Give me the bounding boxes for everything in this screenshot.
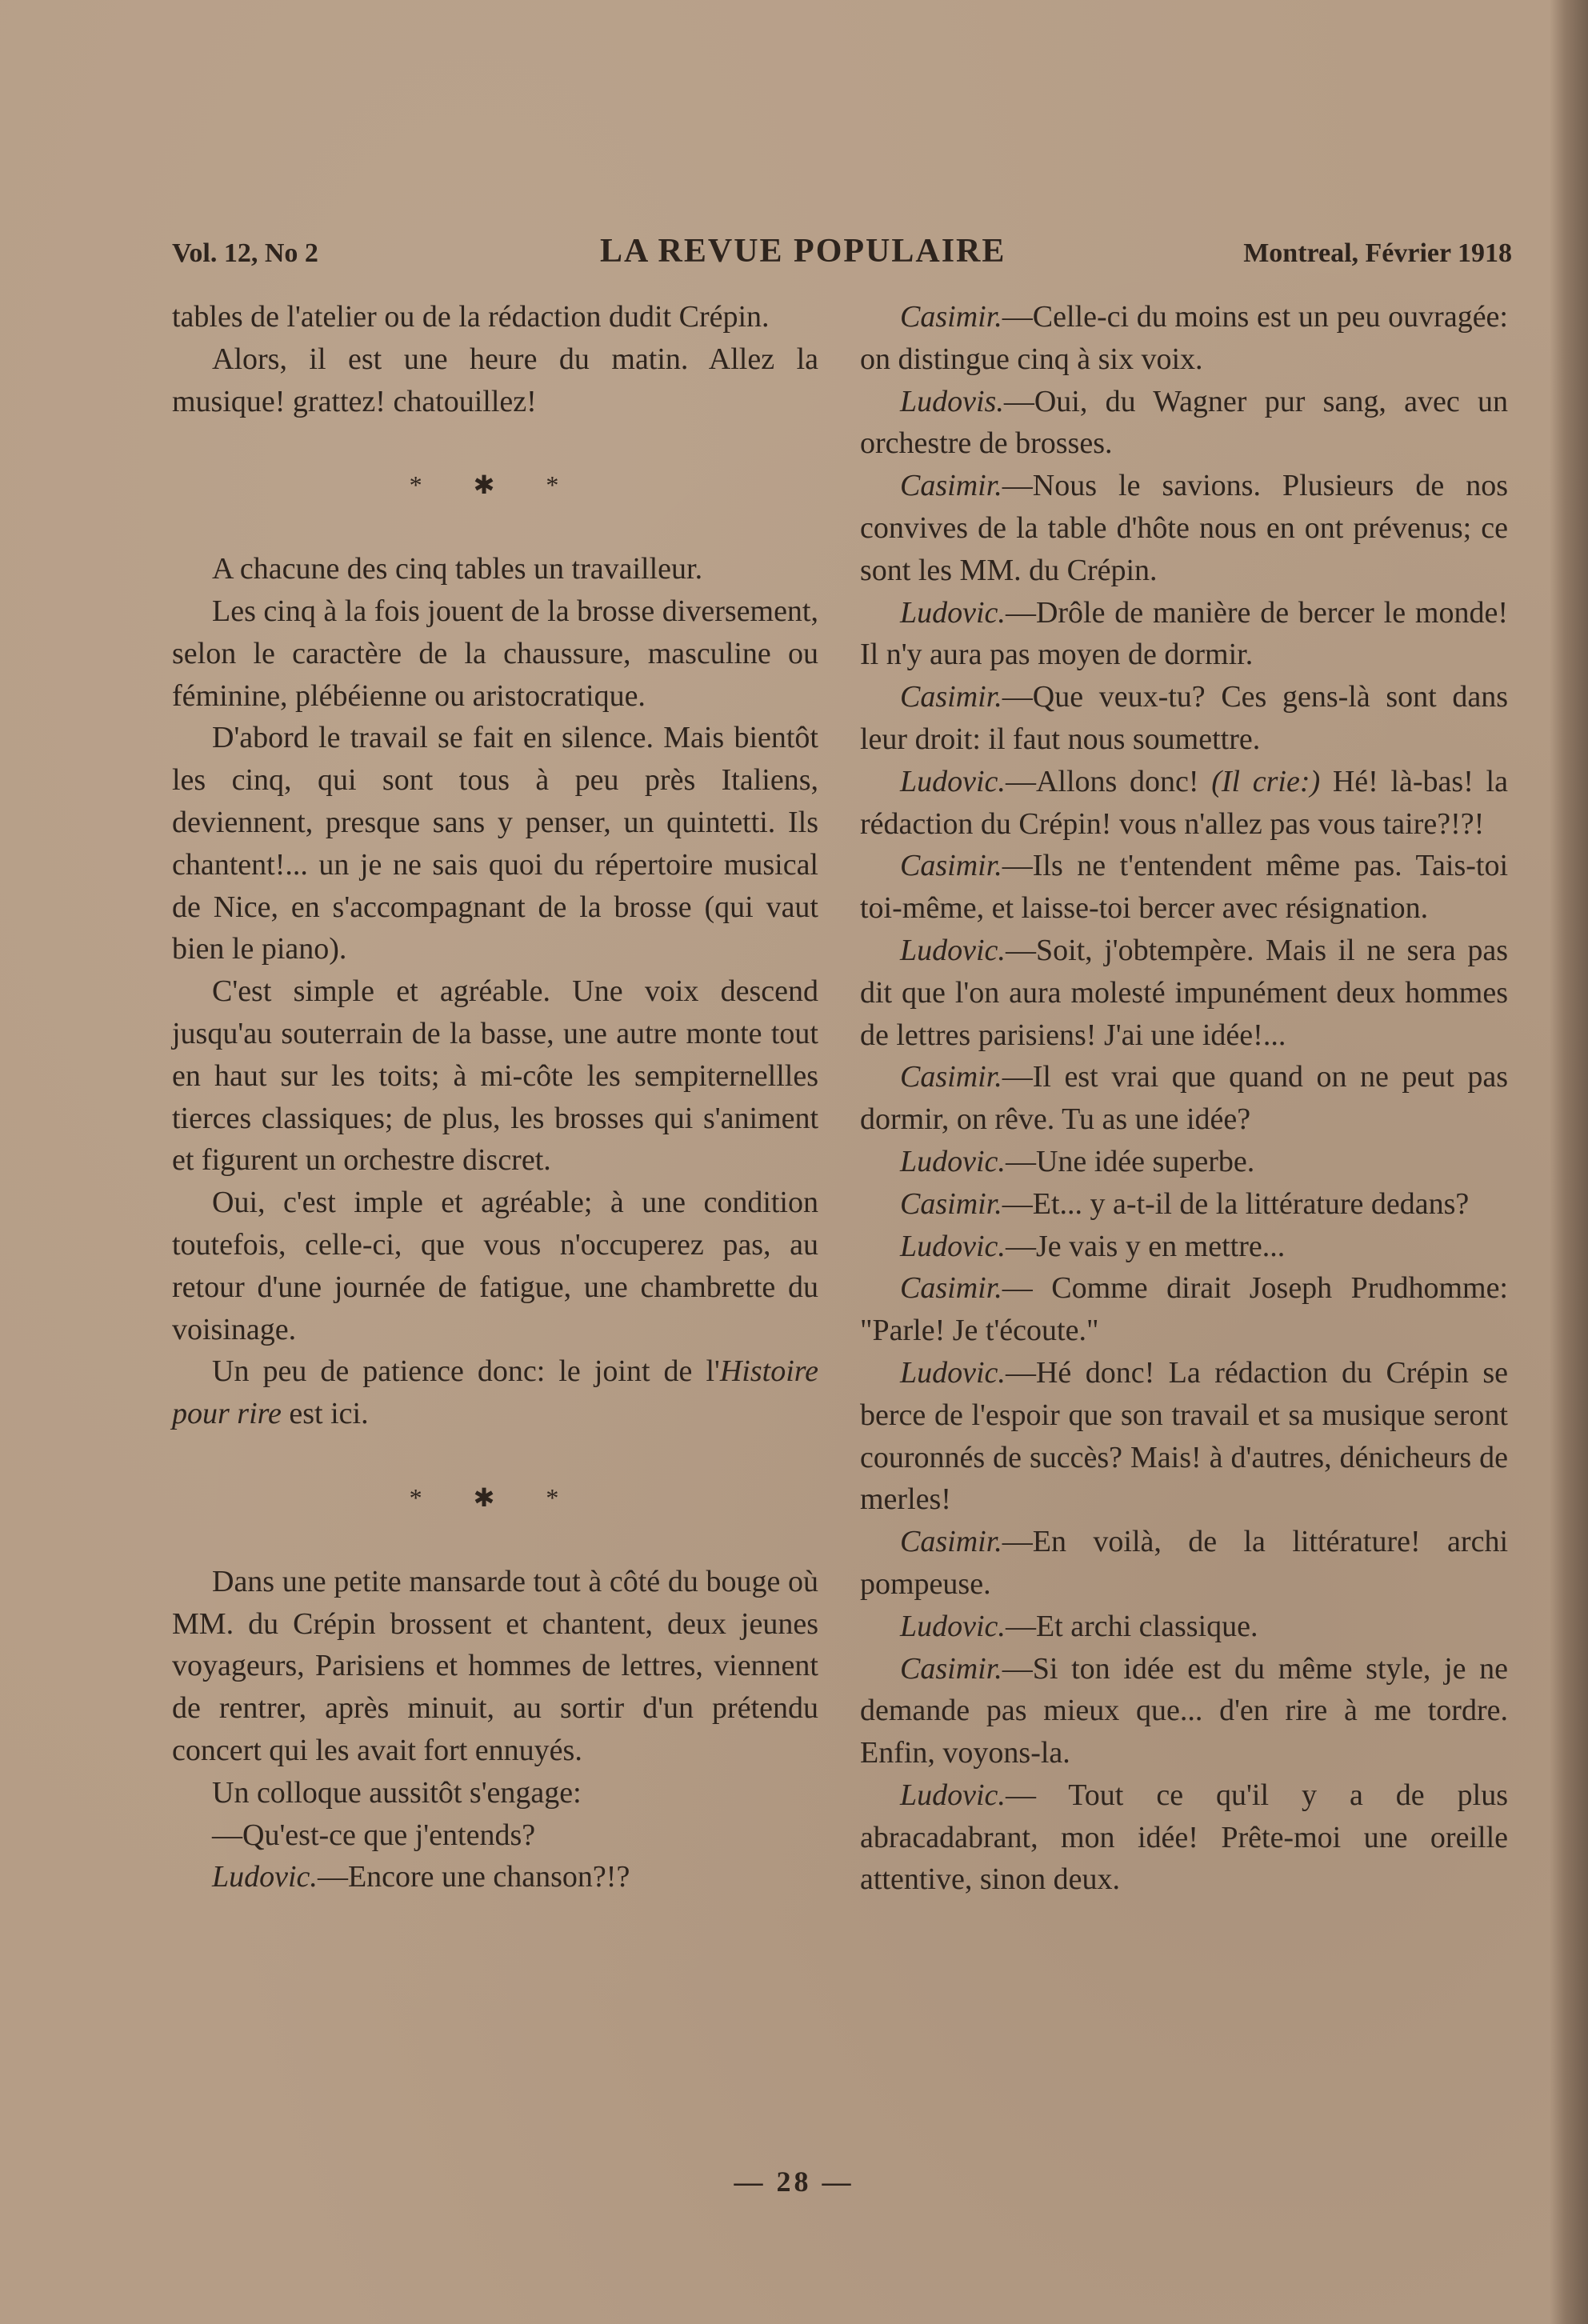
dialogue-line: [860, 761, 1508, 846]
dialogue-text: —Soit, j'obtempère. Mais il ne sera pas dit que l'on aura molesté impunément deux hommes de lettres parisiens! J'ai une idée!...: [860, 933, 1508, 1052]
speaker-name: Ludovic.: [212, 1860, 318, 1894]
left-column: [172, 296, 818, 1898]
paragraph: D'abord le travail se fait en silence. Mais bientôt les cinq, qui sont tous à peu près Italiens, deviennent, presque sans y penser, un quintetti. Ils chantent!... un je ne sais quoi du répertoire musical de Nice, en s'accompagnant de la brosse (qui vaut bien le piano).: [172, 721, 818, 966]
dialogue-line: [172, 1856, 818, 1898]
dialogue-text: —Je vais y en mettre...: [1005, 1229, 1286, 1263]
running-header: [172, 232, 1512, 272]
paragraph: Oui, c'est imple et agréable; à une condition toutefois, celle-ci, que vous n'occuperez pas, au retour d'une journée de fatigue, une chambrette du voisinage.: [172, 1186, 818, 1346]
place-date: Montreal, Février 1918: [1243, 238, 1512, 268]
dialogue-line: [860, 676, 1508, 761]
paragraph: C'est simple et agréable. Une voix descend jusqu'au souterrain de la basse, une autre monte tout en haut sur les toits; à mi-côte les sempiternellles tierces classiques; de plus, les brosses qui s'animent et figurent un orchestre discret.: [172, 974, 818, 1178]
dialogue-text: —Hé donc! La rédaction du Crépin se berce de l'espoir que son travail et sa musique seront couronnés de succès? Mais! à d'autres, dénicheurs de merles!: [860, 1355, 1508, 1517]
dialogue-line: [860, 1056, 1508, 1141]
paragraph: Dans une petite mansarde tout à côté du bouge où MM. du Crépin brossent et chantent, deux jeunes voyageurs, Parisiens et hommes de lettres, viennent de rentrer, après minuit, au sortir d'un prétendu concert qui les avait fort ennuyés.: [172, 1564, 818, 1767]
dialogue-text: —Drôle de manière de bercer le monde! Il n'y aura pas moyen de dormir.: [860, 595, 1508, 672]
paragraph: Un colloque aussitôt s'engage:: [212, 1775, 582, 1810]
text-span: est ici.: [281, 1397, 369, 1431]
paragraph: Les cinq à la fois jouent de la brosse diversement, selon le caractère de la chaussure, masculine ou féminine, plébéienne ou aristocratique.: [172, 594, 818, 713]
speaker-name: Ludovic.: [900, 1778, 1006, 1812]
dialogue-line: [860, 381, 1508, 466]
dialogue-line: [860, 1648, 1508, 1774]
speaker-name: Casimir.: [900, 1271, 1002, 1306]
speaker-name: Casimir.: [900, 680, 1002, 714]
magazine-title: LA REVUE POPULAIRE: [600, 233, 1006, 270]
dialogue-text: —Une idée superbe.: [1005, 1144, 1255, 1178]
dialogue-line: [860, 845, 1508, 930]
volume-number: Vol. 12, No 2: [172, 238, 318, 268]
speaker-name: Ludovic.: [900, 764, 1006, 798]
dialogue-line: [860, 296, 1508, 381]
dialogue-line: [860, 465, 1508, 591]
speaker-name: Casimir.: [900, 1060, 1002, 1094]
right-column: [860, 296, 1508, 1901]
page-number: — 28 —: [734, 2166, 854, 2198]
speaker-name: Casimir.: [900, 1651, 1002, 1686]
paragraph: A chacune des cinq tables un travailleur.: [212, 552, 703, 586]
speaker-name: Ludovic.: [900, 1144, 1006, 1178]
speaker-name: Casimir.: [900, 849, 1002, 883]
page-edge-shadow: [1550, 0, 1588, 2324]
dialogue-text: —Et... y a-t-il de la littérature dedans?: [1002, 1186, 1470, 1221]
dialogue-text: —Encore une chanson?!?: [317, 1860, 630, 1894]
paragraph: Alors, il est une heure du matin. Allez la musique! grattez! chatouillez!: [172, 342, 818, 418]
stage-direction: (Il crie:): [1211, 764, 1321, 798]
dialogue-text: —Et archi classique.: [1005, 1609, 1258, 1643]
speaker-name: Casimir.: [900, 469, 1002, 503]
text-span: Un peu de patience donc: le joint de l': [212, 1354, 720, 1389]
paragraph: tables de l'atelier ou de la rédaction dudit Crépin.: [172, 300, 770, 334]
dialogue-line: [860, 592, 1508, 677]
paragraph: —Qu'est-ce que j'entends?: [212, 1818, 536, 1852]
dialogue-text: —Que veux-tu? Ces gens-là sont dans leur droit: il faut nous soumettre.: [860, 680, 1508, 756]
dialogue-text: —Si ton idée est du même style, je ne demande pas mieux que... d'en rire à me tordre. Enfin, voyons-la.: [860, 1651, 1508, 1770]
dialogue-text: —Oui, du Wagner pur sang, avec un orchestre de brosses.: [860, 384, 1508, 461]
speaker-name: Ludovic.: [900, 595, 1006, 630]
speaker-name: Ludovic.: [900, 933, 1006, 967]
speaker-name: Casimir.: [900, 1525, 1002, 1559]
dialogue-text: — Tout ce qu'il y a de plus abracadabrant, mon idée! Prête-moi une oreille attentive, sinon deux.: [860, 1778, 1508, 1897]
section-separator: * ✱ *: [409, 1482, 582, 1512]
dialogue-text: —Celle-ci du moins est un peu ouvragée: on distingue cinq à six voix.: [860, 300, 1508, 376]
speaker-name: Ludovic.: [900, 1609, 1006, 1643]
paragraph: [172, 1350, 818, 1435]
dialogue-line: [860, 1521, 1508, 1606]
italic-title: Histoire pour rire: [172, 1354, 818, 1431]
speaker-name: Ludovic.: [900, 1229, 1006, 1263]
speaker-name: Casimir.: [900, 1186, 1002, 1221]
speaker-name: Casimir.: [900, 300, 1002, 334]
dialogue-text: —Allons donc!: [1005, 764, 1212, 798]
dialogue-text: Hé! là-bas! la rédaction du Crépin! vous n'allez pas vous taire?!?!: [860, 764, 1508, 841]
dialogue-line: [860, 1774, 1508, 1901]
dialogue-line: [860, 1141, 1508, 1183]
dialogue-text: —En voilà, de la littérature! archi pompeuse.: [860, 1525, 1508, 1601]
dialogue-line: [860, 1606, 1508, 1648]
dialogue-text: —Nous le savions. Plusieurs de nos convives de la table d'hôte nous en ont prévenus; ce sont les MM. du Crépin.: [860, 469, 1508, 587]
dialogue-line: [860, 1352, 1508, 1521]
dialogue-text: —Il est vrai que quand on ne peut pas dormir, on rêve. Tu as une idée?: [860, 1060, 1508, 1137]
speaker-name: Ludovis.: [900, 384, 1004, 418]
dialogue-text: —Ils ne t'entendent même pas. Tais-toi toi-même, et laisse-toi bercer avec résignation.: [860, 849, 1508, 926]
dialogue-line: [860, 930, 1508, 1056]
dialogue-line: [860, 1183, 1508, 1226]
dialogue-line: [860, 1267, 1508, 1352]
section-separator: * ✱ *: [409, 470, 582, 500]
speaker-name: Ludovic.: [900, 1355, 1006, 1390]
dialogue-text: — Comme dirait Joseph Prudhomme: "Parle! Je t'écoute.": [860, 1271, 1508, 1348]
dialogue-line: [860, 1226, 1508, 1268]
